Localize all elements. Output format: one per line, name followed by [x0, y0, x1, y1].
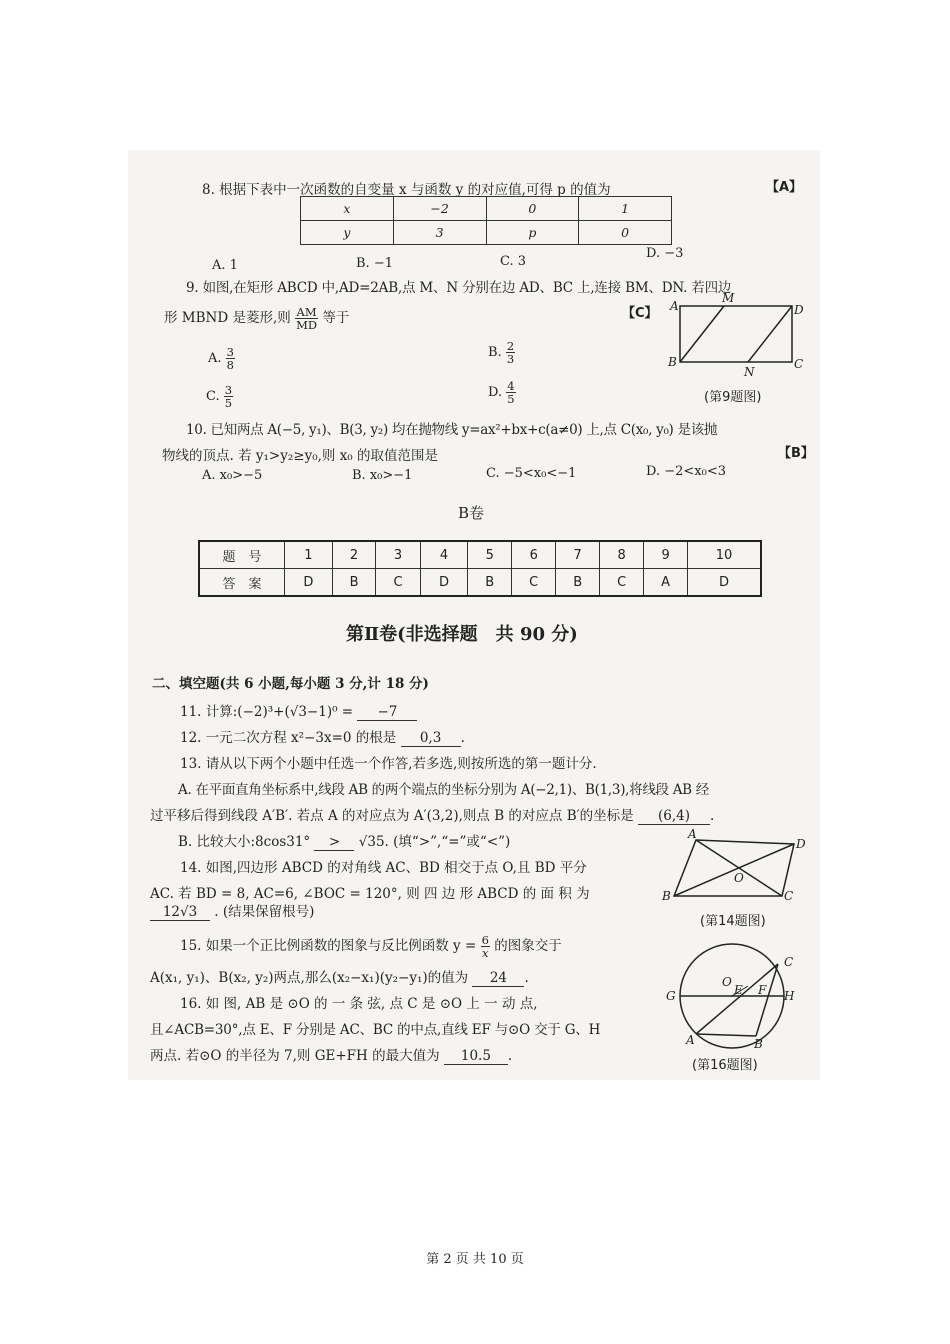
q9-option-num: 3 [224, 383, 233, 397]
q16-line3 [150, 1044, 512, 1065]
q9-option-fraction [506, 340, 515, 365]
q9-option-label: A. [208, 351, 222, 366]
answer-key-number: 6 [512, 541, 556, 569]
q9-figure-caption: (第9题图) [704, 390, 762, 405]
q11-line [180, 700, 417, 721]
q9-option-d [488, 380, 516, 405]
q16-label-a: A [686, 1033, 695, 1047]
answer-key-answer: D [285, 569, 333, 597]
answer-key-answer: C [600, 569, 644, 597]
answer-key-answer: D [687, 569, 761, 597]
q9-label-c: C [794, 357, 804, 371]
q15-answer: 24 [472, 970, 524, 987]
q15-line1 [180, 934, 562, 959]
q14-answer: 12√3 [150, 904, 210, 921]
q8-cell: y [301, 221, 394, 245]
q9-frac-num: AM [296, 305, 317, 319]
q13-b-line [178, 830, 510, 851]
q16-label-h: H [784, 989, 795, 1003]
q13-stem: 13. 请从以下两个小题中任选一个作答,若多选,则按所选的第一题计分. [180, 756, 597, 772]
q9-frac-den: MD [296, 318, 318, 332]
answer-key-number: 2 [332, 541, 376, 569]
answer-key-answer: B [468, 569, 512, 597]
q16-answer: 10.5 [444, 1048, 508, 1065]
q16-label-e: E [734, 983, 743, 997]
q14-line2: AC. 若 BD = 8, AC=6, ∠BOC = 120°, 则 四 边 形 ABCD 的 面 积 为 [150, 886, 590, 902]
q9-option-num: 3 [226, 345, 234, 359]
q10-option-a: A. x₀>−5 [202, 468, 263, 483]
q14-label-b: B [662, 889, 671, 903]
q9-stem-line1: 9. 如图,在矩形 ABCD 中,AD=2AB,点 M、N 分别在边 AD、BC 上,连接 BM、DN. 若四边 [186, 280, 732, 296]
answer-key-answer: B [332, 569, 376, 597]
q9-label-d: D [794, 303, 804, 317]
q10-option-b: B. x₀>−1 [352, 468, 413, 483]
q9-stem-pre: 形 MBND 是菱形,则 [164, 310, 291, 326]
q14-figure-caption: (第14题图) [700, 914, 766, 929]
q11-answer: −7 [357, 704, 417, 721]
q14-post: . (结果保留根号) [214, 904, 315, 920]
answer-key-number: 1 [285, 541, 333, 569]
q9-label-a: A [670, 299, 679, 313]
q8-answer: 【A】 [766, 180, 803, 195]
answer-key-number: 9 [644, 541, 688, 569]
q16-figure-caption: (第16题图) [692, 1058, 758, 1073]
q14-label-a: A [688, 828, 697, 841]
q9-label-m: M [722, 291, 735, 305]
q8-cell: p [486, 221, 579, 245]
answer-key-answer: D [420, 569, 468, 597]
q9-option-a [208, 346, 235, 371]
q9-option-fraction [224, 384, 233, 409]
q8-option-a: A. 1 [212, 258, 238, 273]
answer-key-body-label: 答 案 [199, 569, 285, 597]
answer-key-number: 4 [420, 541, 468, 569]
q9-option-fraction [506, 380, 515, 405]
q16-line1: 16. 如 图, AB 是 ⊙O 的 一 条 弦, 点 C 是 ⊙O 上 一 动 点, [180, 996, 538, 1012]
q9-stem-post: 等于 [322, 310, 350, 326]
q16-label-f: F [758, 983, 767, 997]
q10-answer: 【B】 [778, 446, 814, 461]
part2-title: 第Ⅱ卷(非选择题 共 90 分) [346, 624, 578, 645]
q14-line3 [150, 900, 314, 921]
page-footer: 第 2 页 共 10 页 [426, 1252, 524, 1267]
q13-a-line2 [150, 804, 714, 825]
answer-key-number: 3 [376, 541, 420, 569]
q12-line [180, 726, 465, 747]
q9-option-num: 4 [507, 379, 515, 393]
answer-key-number: 7 [556, 541, 600, 569]
q8-option-d: D. −3 [646, 246, 684, 261]
answer-key-table [198, 540, 762, 597]
q8-cell: x [301, 197, 394, 221]
q16-label-g: G [666, 989, 676, 1003]
q9-option-b [488, 340, 515, 365]
q9-option-den: 3 [506, 352, 515, 366]
q8-cell: 1 [579, 197, 672, 221]
q9-option-den: 5 [507, 392, 515, 406]
q15-frac-num: 6 [481, 933, 489, 947]
q13-a-line1: A. 在平面直角坐标系中,线段 AB 的两个端点的坐标分别为 A(−2,1)、B(1,3),将线段 AB 经 [178, 782, 709, 798]
q9-option-c [206, 384, 233, 409]
answer-key-answer: A [644, 569, 688, 597]
q16-label-b: B [754, 1037, 763, 1050]
q15-pre: 15. 如果一个正比例函数的图象与反比例函数 y = [180, 938, 477, 954]
q9-rectangle-figure [660, 288, 810, 384]
q13-a-stem: 过平移后得到线段 A′B′. 若点 A 的对应点为 A′(3,2),则点 B 的对应点 B′的坐标是 [150, 808, 634, 824]
answer-key-number: 5 [468, 541, 512, 569]
q9-option-den: 5 [224, 396, 233, 410]
q15-post: 的图象交于 [494, 938, 562, 954]
q9-option-label: C. [206, 389, 220, 404]
q14-label-d: D [796, 837, 806, 851]
q15-line2 [150, 966, 529, 987]
q10-option-d: D. −2<x₀<3 [646, 464, 726, 479]
q15-period: . [524, 970, 529, 986]
q11-stem: 11. 计算:(−2)³+(√3−1)⁰ = [180, 704, 354, 720]
q10-option-c: C. −5<x₀<−1 [486, 466, 577, 481]
q9-option-label: B. [488, 345, 502, 360]
q9-option-num: 2 [506, 339, 515, 353]
q15-fraction [481, 934, 490, 959]
answer-key-answer: C [512, 569, 556, 597]
answer-key-answer: B [556, 569, 600, 597]
q9-label-n: N [744, 365, 755, 379]
answer-key-answer: C [376, 569, 420, 597]
q13-a-period: . [709, 808, 715, 824]
q13-a-answer: (6,4) [638, 808, 710, 825]
q8-value-table [300, 196, 672, 245]
q16-stem: 两点. 若⊙O 的半径为 7,则 GE+FH 的最大值为 [150, 1048, 440, 1064]
q16-label-o: O [722, 975, 732, 989]
q9-option-label: D. [488, 385, 503, 400]
q13-b-post: √35. (填“>”,“=”或“<”) [358, 834, 511, 850]
q16-label-c: C [784, 955, 794, 969]
q15-stem: A(x₁, y₁)、B(x₂, y₂)两点,那么(x₂−x₁)(y₂−y₁)的值为 [150, 970, 469, 986]
q14-label-c: C [784, 889, 794, 903]
q10-stem-line1: 10. 已知两点 A(−5, y₁)、B(3, y₂) 均在抛物线 y=ax²+bx+c(a≠0) 上,点 C(x₀, y₀) 是该抛 [186, 422, 718, 438]
q8-stem: 8. 根据下表中一次函数的自变量 x 与函数 y 的对应值,可得 p 的值为 [202, 182, 611, 198]
q9-label-b: B [668, 355, 677, 369]
q14-label-o: O [734, 871, 744, 885]
q16-circle-figure [660, 936, 810, 1050]
q9-answer: 【C】 [622, 306, 658, 321]
q13-b-pre: B. 比较大小:8cos31° [178, 834, 311, 850]
answer-key-head-label: 题 号 [199, 541, 285, 569]
q13-b-answer: > [314, 834, 354, 851]
q8-cell: 0 [486, 197, 579, 221]
q16-line2: 且∠ACB=30°,点 E、F 分别是 AC、BC 的中点,直线 EF 与⊙O 交于 G、H [150, 1022, 601, 1038]
q12-period: . [460, 730, 465, 746]
q8-cell: 3 [393, 221, 486, 245]
q8-cell: 0 [579, 221, 672, 245]
q8-cell: −2 [393, 197, 486, 221]
answer-key-number: 8 [600, 541, 644, 569]
q9-stem-line2 [164, 306, 349, 331]
q8-option-c: C. 3 [500, 254, 527, 269]
answer-key-number: 10 [687, 541, 761, 569]
q14-line1: 14. 如图,四边形 ABCD 的对角线 AC、BD 相交于点 O,且 BD 平分 [180, 860, 587, 876]
q12-answer: 0,3 [401, 730, 461, 747]
q8-option-b: B. −1 [356, 256, 393, 271]
q12-stem: 12. 一元二次方程 x²−3x=0 的根是 [180, 730, 397, 746]
section2-heading: 二、填空题(共 6 小题,每小题 3 分,计 18 分) [152, 676, 429, 692]
q9-option-den: 8 [226, 358, 234, 372]
q9-option-fraction [226, 346, 235, 371]
juan-b-heading: B卷 [458, 504, 485, 522]
q10-stem-line2: 物线的顶点. 若 y₁>y₂≥y₀,则 x₀ 的取值范围是 [162, 448, 439, 464]
q16-period: . [507, 1048, 513, 1064]
q15-frac-den: x [481, 946, 489, 960]
q14-quadrilateral-figure [660, 828, 810, 908]
q9-ratio-fraction [295, 306, 318, 331]
